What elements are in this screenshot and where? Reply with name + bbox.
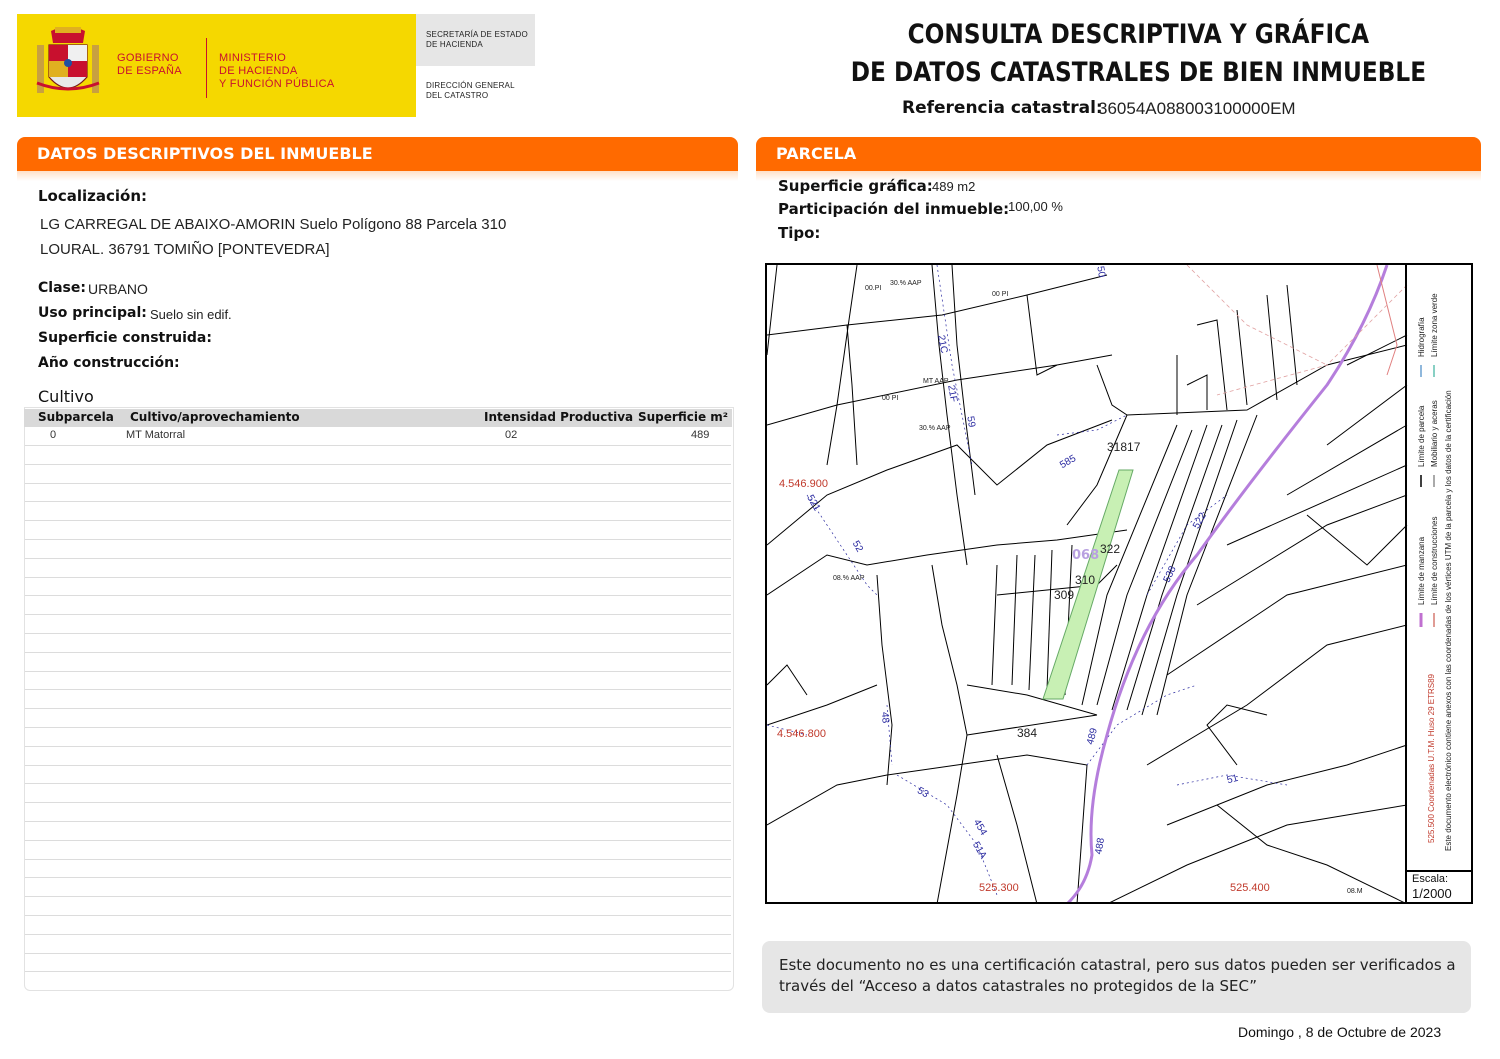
- table-row: [25, 934, 731, 935]
- table-row: [25, 727, 731, 728]
- table-row: [25, 953, 731, 954]
- ministry-label: MINISTERIO DE HACIENDA Y FUNCIÓN PÚBLICA: [219, 52, 335, 90]
- map-aap-2: 30.% AAP: [919, 425, 951, 432]
- table-row: [25, 652, 731, 653]
- table-row: [25, 595, 731, 596]
- legend-mobiliario: Mobiliario y aceras: [1430, 400, 1439, 467]
- table-row: [25, 877, 731, 878]
- map-label-068: 068: [1072, 548, 1100, 563]
- map-pi-1: 00.PI: [865, 285, 882, 292]
- map-road-521: 521: [804, 493, 823, 514]
- superficie-grafica-label: Superficie gráfica:: [778, 177, 933, 195]
- legend-anexos: Este documento electrónico contiene anexos con las coordenadas de los vértices UTM de la parcela y los datos de la certificación: [1444, 390, 1453, 851]
- table-row: [25, 614, 731, 615]
- map-pi-2: 00 PI: [992, 291, 1009, 298]
- map-road-51a: 51A: [970, 840, 989, 861]
- table-row: [25, 821, 731, 822]
- td-superficie: 489: [691, 429, 710, 441]
- uso-label: Uso principal:: [38, 305, 147, 321]
- map-road-53: 53: [915, 785, 931, 801]
- parcela-section-header: PARCELA: [756, 137, 1481, 181]
- legend-manzana: Límite de manzana: [1417, 536, 1426, 605]
- table-row: [25, 859, 731, 860]
- td-cultivo: MT Matorral: [126, 429, 186, 441]
- th-superficie: Superficie m²: [638, 410, 729, 424]
- table-row: [25, 483, 731, 484]
- map-label-310: 310: [1075, 573, 1096, 587]
- table-row: [25, 971, 731, 972]
- map-label-384: 384: [1017, 726, 1038, 740]
- cadastral-map[interactable]: [765, 263, 1473, 904]
- table-row: [25, 539, 731, 540]
- map-coord-y1: 4.546.900: [779, 478, 828, 490]
- map-mt: MT AAP: [923, 378, 949, 385]
- superficie-construida-label: Superficie construida:: [38, 330, 212, 346]
- map-label-309: 309: [1054, 588, 1075, 602]
- direccion-label: DIRECCIÓN GENERAL DEL CATASTRO: [426, 81, 515, 100]
- table-row: [25, 896, 731, 897]
- th-subparcela: Subparcela: [38, 410, 114, 424]
- map-label-31817: 31817: [1107, 440, 1141, 454]
- ref-value: 36054A088003100000EM: [1098, 99, 1296, 118]
- legend-hidrografia: Hidrografía: [1417, 317, 1426, 357]
- descriptive-section-header: DATOS DESCRIPTIVOS DEL INMUEBLE: [17, 137, 738, 181]
- uso-value: Suelo sin edif.: [150, 307, 232, 322]
- logo-divider: [206, 38, 207, 98]
- map-road-522: 522: [1191, 510, 1209, 531]
- table-row: [25, 840, 731, 841]
- tipo-label: Tipo:: [778, 224, 821, 242]
- map-road-585: 585: [1058, 453, 1079, 472]
- table-row: [25, 915, 731, 916]
- participacion-value: 100,00 %: [1008, 199, 1063, 214]
- map-road-21c: 21C: [935, 334, 950, 355]
- map-road-48: 48: [878, 711, 891, 724]
- map-road-59: 59: [964, 415, 978, 429]
- map-coord-x2: 525.400: [1230, 882, 1270, 894]
- legend-zona-verde: Límite zona verde: [1430, 293, 1439, 357]
- table-row: [25, 802, 731, 803]
- localizacion-label: Localización:: [38, 187, 148, 205]
- clase-label: Clase:: [38, 280, 86, 296]
- map-label-322: 322: [1100, 542, 1121, 556]
- td-subparcela: 0: [50, 429, 57, 441]
- map-aap-1: 30.% AAP: [890, 280, 922, 287]
- page-title: CONSULTA DESCRIPTIVA Y GRÁFICA DE DATOS CATASTRALES DE BIEN INMUEBLE: [850, 19, 1427, 88]
- table-row: [25, 577, 731, 578]
- gov-spain-label: GOBIERNO DE ESPAÑA: [117, 52, 182, 77]
- table-row: [25, 633, 731, 634]
- ref-label: Referencia catastral:: [902, 98, 1103, 118]
- map-road-488: 488: [1093, 836, 1108, 856]
- map-coord-y2: 4.546.800: [777, 728, 826, 740]
- table-row: [25, 783, 731, 784]
- legend-parcela: Límite de parcela: [1417, 405, 1426, 467]
- map-aap-3: 08.% AAP: [833, 575, 865, 582]
- coat-of-arms-icon: [33, 25, 103, 107]
- address-line-1: LG CARREGAL DE ABAIXO-AMORIN Suelo Polígono 88 Parcela 310: [40, 216, 507, 233]
- map-road-538: 538: [1161, 564, 1179, 585]
- disclaimer-text: Este documento no es una certificación catastral, pero sus datos pueden ser verificados a través del “Acceso a datos catastrales no protegidos de la SEC”: [779, 956, 1456, 995]
- anio-construccion-label: Año construcción:: [38, 355, 180, 371]
- scale-label: Escala:: [1412, 873, 1449, 885]
- scale-value: 1/2000: [1412, 886, 1452, 901]
- map-road-489: 489: [1085, 726, 1101, 746]
- clase-value: URBANO: [88, 281, 148, 297]
- legend-construcciones: Límite de construcciones: [1430, 516, 1439, 605]
- table-row: [25, 558, 731, 559]
- td-intensidad: 02: [505, 429, 518, 441]
- map-road-21f: 21F: [945, 384, 960, 404]
- map-legend: [1407, 265, 1473, 869]
- table-row: [25, 671, 731, 672]
- map-road-50: 50: [1094, 265, 1108, 279]
- map-road-51: 51: [1225, 772, 1240, 787]
- cultivo-title: Cultivo: [38, 387, 94, 406]
- secretaria-label: SECRETARÍA DE ESTADO DE HACIENDA: [426, 30, 528, 49]
- table-row: [25, 520, 731, 521]
- map-coord-x1: 525.300: [979, 882, 1019, 894]
- legend-utm: 525.500 Coordenadas U.T.M. Huso 29 ETRS89: [1427, 674, 1436, 843]
- table-row: [25, 689, 731, 690]
- th-intensidad: Intensidad Productiva: [484, 410, 634, 424]
- map-ma: 08.M: [1347, 888, 1363, 895]
- document-date: Domingo , 8 de Octubre de 2023: [1238, 1024, 1442, 1040]
- superficie-grafica-value: 489 m2: [932, 179, 976, 194]
- map-road-454: 454: [970, 817, 989, 838]
- table-row: [25, 464, 731, 465]
- table-row: [25, 708, 731, 709]
- map-road-52: 52: [849, 539, 865, 555]
- address-line-2: LOURAL. 36791 TOMIÑO [PONTEVEDRA]: [40, 241, 330, 258]
- table-row: [25, 501, 731, 502]
- th-cultivo: Cultivo/aprovechamiento: [130, 410, 300, 424]
- table-row: [25, 746, 731, 747]
- participacion-label: Participación del inmueble:: [778, 200, 1010, 218]
- table-row: [25, 765, 731, 766]
- table-row: [25, 445, 731, 446]
- map-pi-3: 00 PI: [882, 395, 899, 402]
- cultivo-table: [24, 407, 734, 991]
